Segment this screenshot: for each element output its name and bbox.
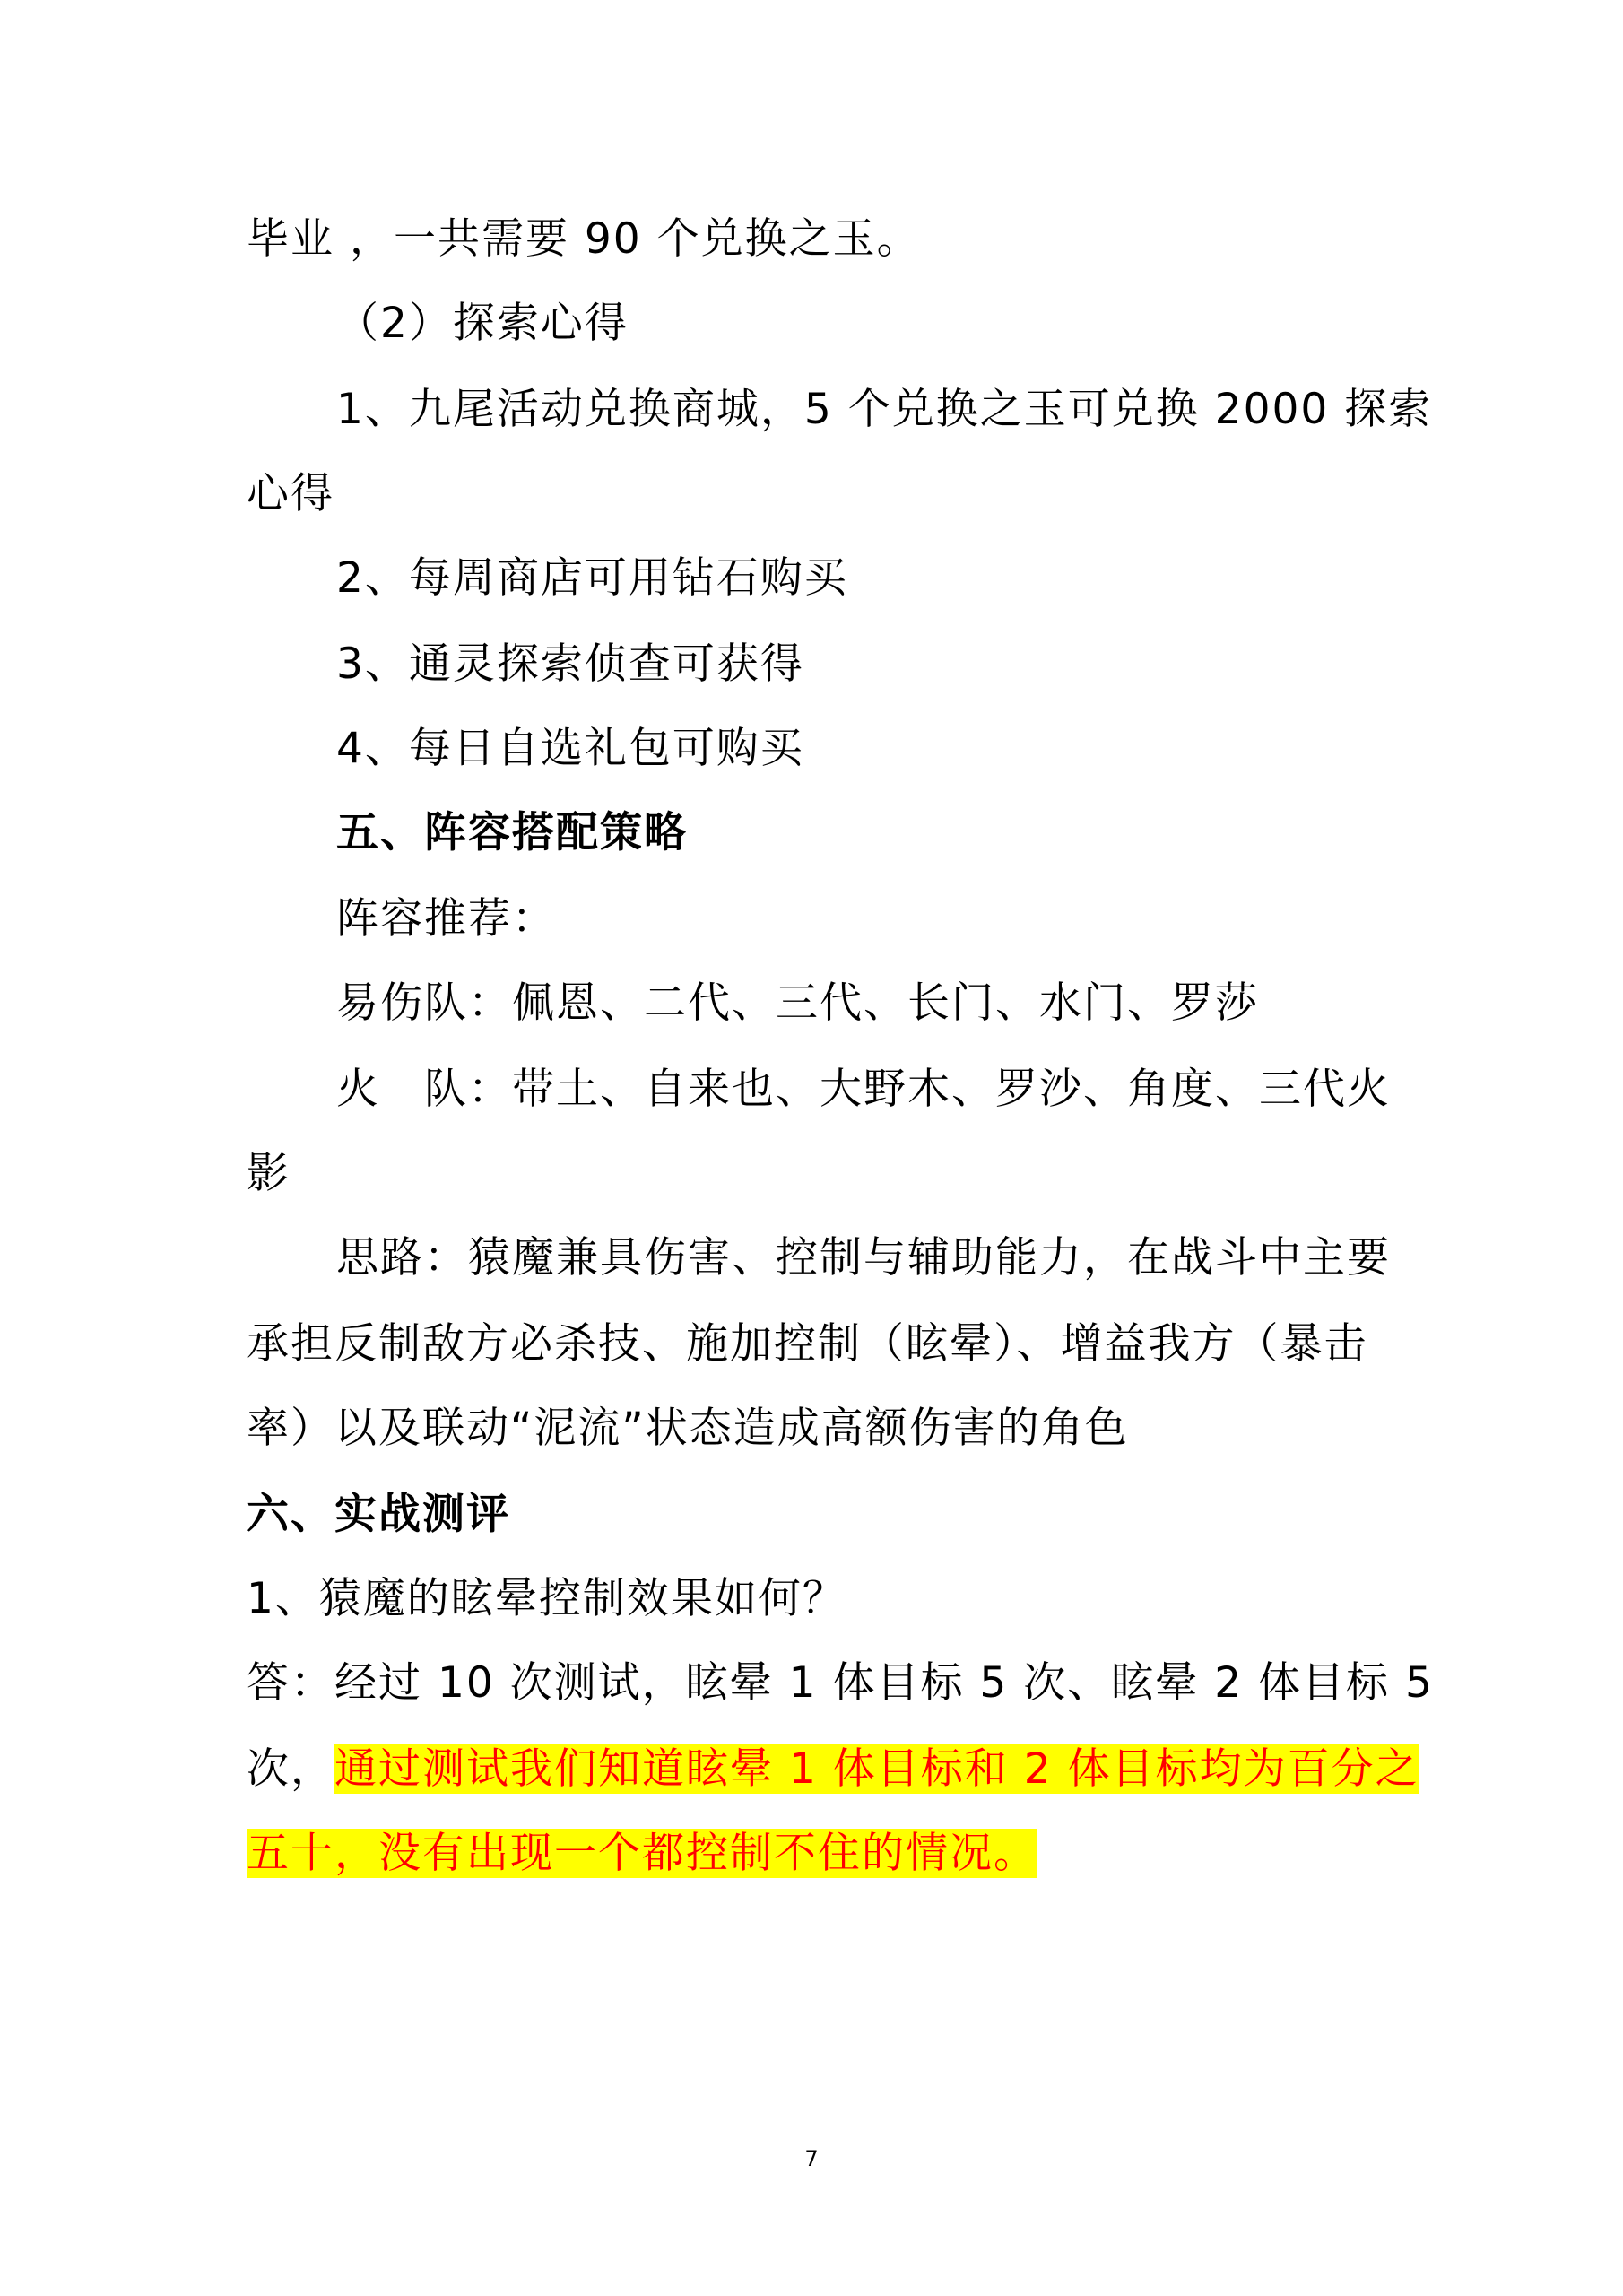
highlighted-text: 五十，没有出现一个都控制不住的情况。	[247, 1829, 1037, 1878]
highlighted-text: 通过测试我们知道眩晕 1 体目标和 2 体目标均为百分之	[334, 1744, 1419, 1794]
paragraph-line: 心得	[247, 469, 334, 518]
paragraph-line: 毕业 ，一共需要 90 个兑换之玉。	[247, 214, 921, 264]
section-heading-5: 五、阵容搭配策略	[336, 808, 688, 857]
page-number: 7	[804, 2146, 819, 2171]
answer-line: 答：经过 10 次测试，眩晕 1 体目标 5 次、眩晕 2 体目标 5	[247, 1658, 1434, 1708]
section-heading-6: 六、实战测评	[247, 1490, 510, 1539]
list-item: 4、每日自选礼包可购买	[336, 724, 804, 773]
question-line: 1、猿魔的眩晕控制效果如何？	[247, 1574, 846, 1623]
list-item: 1、九尾活动兑换商城，5 个兑换之玉可兑换 2000 探索	[336, 385, 1433, 434]
paragraph-line: 影	[247, 1149, 291, 1198]
list-item: 3、通灵探索侦查可获得	[336, 639, 804, 689]
list-item: 2、每周商店可用钻石购买	[336, 553, 848, 603]
answer-line	[247, 1826, 1037, 1882]
paragraph-line: 火 队：带土、自来也、大野木、罗沙、角度、三代火	[336, 1065, 1391, 1114]
paragraph-line: 率）以及联动“泥流”状态造成高额伤害的角色	[247, 1404, 1129, 1453]
paragraph-line: 承担反制敌方必杀技、施加控制（眩晕）、增益我方（暴击	[247, 1319, 1368, 1369]
subheading-exploration: （2）探索心得	[336, 299, 629, 348]
paragraph-line: 思路：猿魔兼具伤害、控制与辅助能力，在战斗中主要	[336, 1233, 1391, 1283]
paragraph-line: 易伤队：佩恩、二代、三代、长门、水门、罗莎	[336, 978, 1259, 1028]
paragraph-line: 阵容推荐：	[336, 894, 556, 944]
answer-line	[247, 1742, 1419, 1797]
answer-prefix: 次，	[247, 1744, 334, 1794]
